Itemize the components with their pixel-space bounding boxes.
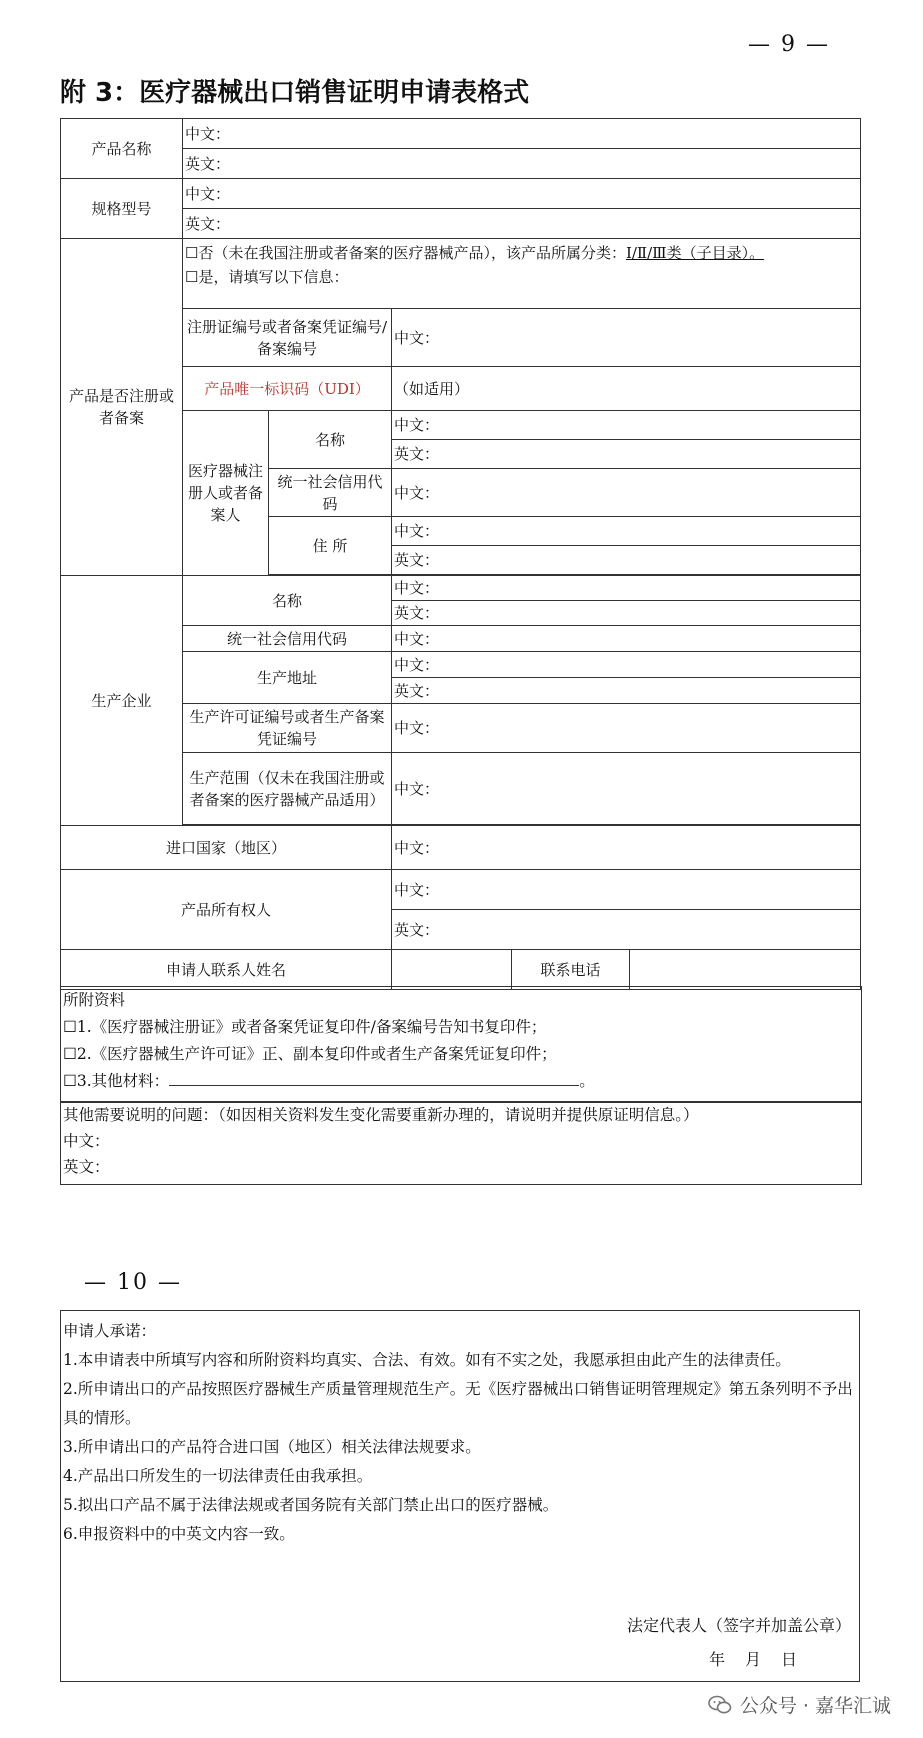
commitment-item-4: 4.产品出口所发生的一切法律责任由我承担。 (63, 1467, 373, 1485)
contact-name-input[interactable] (392, 950, 512, 990)
label-registrant-address: 住 所 (269, 517, 392, 575)
contact-phone-input[interactable] (630, 950, 861, 990)
label-owner: 产品所有权人 (61, 870, 392, 950)
registrant-name-zh[interactable]: 中文： (392, 411, 861, 440)
label-contact-phone: 联系电话 (512, 950, 630, 990)
label-mfr-address: 生产地址 (183, 652, 392, 704)
product-name-zh[interactable]: 中文： (183, 119, 861, 149)
attachments-section (60, 986, 862, 1103)
other-issues-section (60, 1101, 862, 1185)
commitment-item-5: 5.拟出口产品不属于法律法规或者国务院有关部门禁止出口的医疗器械。 (63, 1496, 559, 1514)
spec-model-en[interactable]: 英文： (183, 209, 861, 239)
mfr-credit-code-zh[interactable]: 中文： (392, 626, 861, 652)
registrant-name-en[interactable]: 英文： (392, 440, 861, 469)
mfr-address-zh[interactable]: 中文： (392, 652, 861, 678)
option-yes[interactable]: ☐是，请填写以下信息： (185, 268, 349, 286)
label-manufacturer: 生产企业 (61, 576, 183, 826)
option-no-text: ☐否（未在我国注册或者备案的医疗器械产品），该产品所属分类： (185, 244, 626, 262)
attachment-item-1[interactable]: ☐1.《医疗器械注册证》或者备案凭证复印件/备案编号告知书复印件； (63, 1018, 547, 1036)
other-issues-zh[interactable]: 中文： (63, 1132, 110, 1150)
label-contact-name: 申请人联系人姓名 (61, 950, 392, 990)
label-product-name: 产品名称 (61, 119, 183, 179)
wechat-icon (708, 1695, 732, 1715)
commitment-item-2: 2.所申请出口的产品按照医疗器械生产质量管理规范生产。无《医疗器械出口销售证明管理规定》第五条列明不予出具的情形。 (63, 1380, 853, 1427)
class-value: Ⅰ/Ⅱ/Ⅲ类（子目录）。 (625, 244, 765, 262)
product-name-en[interactable]: 英文： (183, 149, 861, 179)
registrant-address-en[interactable]: 英文： (392, 546, 861, 575)
application-form-table (60, 118, 861, 990)
mfr-scope-zh[interactable]: 中文： (392, 753, 861, 825)
label-mfr-name: 名称 (183, 576, 392, 626)
label-udi: 产品唯一标识码（UDI） (183, 367, 392, 411)
commitment-section (60, 1310, 860, 1682)
attachment-item-2[interactable]: ☐2.《医疗器械生产许可证》正、副本复印件或者生产备案凭证复印件； (63, 1045, 557, 1063)
label-import-country: 进口国家（地区） (61, 826, 392, 870)
registrant-address-zh[interactable]: 中文： (392, 517, 861, 546)
udi-value[interactable]: （如适用） (392, 367, 861, 411)
option-no[interactable] (185, 241, 858, 265)
spec-model-zh[interactable]: 中文： (183, 179, 861, 209)
mfr-name-en[interactable]: 英文： (392, 601, 861, 626)
mfr-license-zh[interactable]: 中文： (392, 704, 861, 753)
other-issues-text: 其他需要说明的问题：（如因相关资料发生变化需要重新办理的，请说明并提供原证明信息。） (63, 1106, 699, 1124)
attachment-item-3[interactable] (63, 1068, 861, 1095)
import-country-zh[interactable]: 中文： (392, 826, 861, 870)
page-number-9: — 9 — (748, 32, 830, 57)
commitment-item-1: 1.本申请表中所填写内容和所附资料均真实、合法、有效。如有不实之处，我愿承担由此产生的法律责任。 (63, 1351, 791, 1369)
label-registrant-credit-code: 统一社会信用代码 (269, 469, 392, 517)
label-mfr-credit-code: 统一社会信用代码 (183, 626, 392, 652)
other-materials-input[interactable] (169, 1069, 579, 1086)
label-spec-model: 规格型号 (61, 179, 183, 239)
label-registrant: 医疗器械注册人或者备案人 (183, 411, 269, 576)
commitment-heading: 申请人承诺： (63, 1322, 157, 1340)
label-registrant-name: 名称 (269, 411, 392, 469)
watermark (708, 1691, 891, 1718)
label-registered-text: 产品是否注册或者备案 (68, 387, 174, 427)
commitment-item-3: 3.所申请出口的产品符合进口国（地区）相关法律法规要求。 (63, 1438, 481, 1456)
commitment-item-6: 6.申报资料中的中英文内容一致。 (63, 1525, 295, 1543)
label-mfr-license: 生产许可证编号或者生产备案凭证编号 (183, 704, 392, 753)
signature-label: 法定代表人（签字并加盖公章） (626, 1616, 851, 1635)
watermark-text: 公众号 · 嘉华汇诚 (739, 1695, 891, 1717)
registration-options (183, 239, 861, 309)
mfr-address-en[interactable]: 英文： (392, 678, 861, 704)
reg-number-zh[interactable]: 中文： (392, 309, 861, 367)
page-title: 附 3：医疗器械出口销售证明申请表格式 (60, 78, 530, 108)
other-issues-en[interactable]: 英文： (63, 1158, 110, 1176)
registrant-credit-code-zh[interactable]: 中文： (392, 469, 861, 517)
page-number-10: — 10 — (84, 1270, 182, 1295)
mfr-name-zh[interactable]: 中文： (392, 576, 861, 601)
label-registered (61, 239, 183, 576)
label-reg-number: 注册证编号或者备案凭证编号/备案编号 (183, 309, 392, 367)
owner-zh[interactable]: 中文： (392, 870, 861, 910)
attachment-item-3-label: ☐3.其他材料： (63, 1072, 170, 1090)
label-mfr-scope: 生产范围（仅未在我国注册或者备案的医疗器械产品适用） (183, 753, 392, 825)
attachment-end: 。 (579, 1072, 595, 1090)
attachments-heading: 所附资料 (63, 991, 126, 1009)
date-label: 年 月 日 (708, 1650, 799, 1669)
owner-en[interactable]: 英文： (392, 910, 861, 950)
